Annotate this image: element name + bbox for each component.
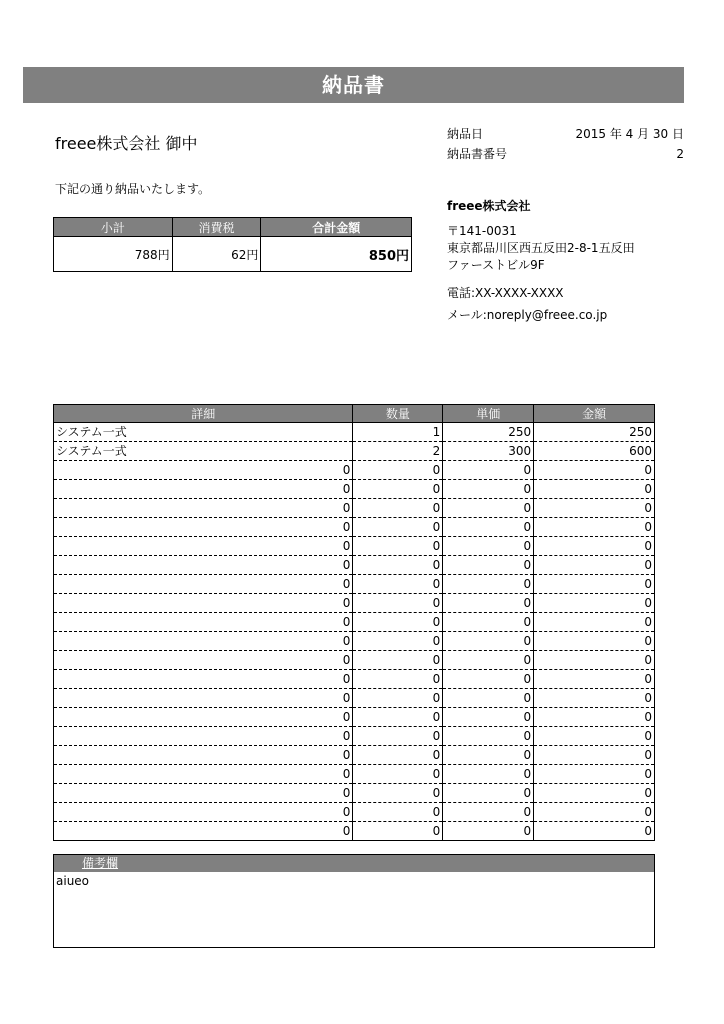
unit-price-cell: 0: [443, 537, 534, 556]
amount-cell: 0: [534, 670, 655, 689]
quantity-cell: 0: [353, 537, 443, 556]
amount-cell: 600: [534, 442, 655, 461]
issuer-address-line1: 東京都品川区西五反田2-8-1五反田: [447, 241, 635, 255]
intro-text: 下記の通り納品いたします。: [55, 182, 211, 196]
table-row: [54, 423, 655, 442]
table-row: [54, 765, 655, 784]
unit-price-cell: 0: [443, 727, 534, 746]
amount-cell: 0: [534, 727, 655, 746]
amount-cell: 0: [534, 461, 655, 480]
quantity-cell: 0: [353, 480, 443, 499]
detail-cell: システム一式: [54, 442, 353, 461]
notes-label: 備考欄: [54, 855, 654, 872]
unit-price-cell: 0: [443, 556, 534, 575]
amount-cell: 0: [534, 518, 655, 537]
table-row: [54, 708, 655, 727]
detail-cell: 0: [54, 727, 353, 746]
unit-price-cell: 0: [443, 765, 534, 784]
amount-cell: 0: [534, 765, 655, 784]
quantity-cell: 0: [353, 822, 443, 841]
table-row: [54, 613, 655, 632]
detail-cell: 0: [54, 518, 353, 537]
unit-price-cell: 0: [443, 689, 534, 708]
issuer-address-line2: ファーストビル9F: [447, 258, 545, 272]
unit-price-cell: 0: [443, 613, 534, 632]
tax-header: 消費税: [172, 218, 261, 237]
detail-cell: 0: [54, 632, 353, 651]
quantity-cell: 1: [353, 423, 443, 442]
notes-box: [53, 854, 655, 948]
table-row: [54, 499, 655, 518]
subtotal-header: 小計: [54, 218, 173, 237]
issuer-email: メール:noreply@freee.co.jp: [447, 308, 608, 322]
amount-cell: 0: [534, 708, 655, 727]
table-row: [54, 594, 655, 613]
table-row: [54, 822, 655, 841]
table-row: [54, 784, 655, 803]
table-row: [54, 480, 655, 499]
unit-price-cell: 0: [443, 594, 534, 613]
quantity-cell: 0: [353, 727, 443, 746]
document-title: 納品書: [23, 67, 684, 103]
amount-cell: 0: [534, 651, 655, 670]
quantity-cell: 0: [353, 499, 443, 518]
table-row: [54, 442, 655, 461]
detail-cell: 0: [54, 784, 353, 803]
detail-cell: 0: [54, 708, 353, 727]
amount-cell: 0: [534, 480, 655, 499]
quantity-cell: 2: [353, 442, 443, 461]
quantity-cell: 0: [353, 784, 443, 803]
quantity-cell: 0: [353, 651, 443, 670]
amount-cell: 0: [534, 632, 655, 651]
document-number-label: 納品書番号: [447, 147, 508, 161]
unit-price-column-header: 単価: [443, 405, 534, 423]
quantity-cell: 0: [353, 556, 443, 575]
detail-cell: 0: [54, 822, 353, 841]
table-row: [54, 518, 655, 537]
unit-price-cell: 0: [443, 670, 534, 689]
amount-cell: 0: [534, 689, 655, 708]
unit-price-cell: 0: [443, 518, 534, 537]
unit-price-cell: 0: [443, 822, 534, 841]
detail-column-header: 詳細: [54, 405, 353, 423]
unit-price-cell: 0: [443, 746, 534, 765]
detail-cell: 0: [54, 594, 353, 613]
table-row: [54, 670, 655, 689]
quantity-column-header: 数量: [353, 405, 443, 423]
detail-cell: 0: [54, 537, 353, 556]
unit-price-cell: 0: [443, 784, 534, 803]
subtotal-value: 788円: [54, 237, 173, 272]
detail-cell: 0: [54, 670, 353, 689]
unit-price-cell: 300: [443, 442, 534, 461]
quantity-cell: 0: [353, 518, 443, 537]
amount-cell: 250: [534, 423, 655, 442]
amount-cell: 0: [534, 613, 655, 632]
table-row: [54, 575, 655, 594]
quantity-cell: 0: [353, 632, 443, 651]
detail-cell: 0: [54, 575, 353, 594]
unit-price-cell: 0: [443, 651, 534, 670]
amount-cell: 0: [534, 499, 655, 518]
quantity-cell: 0: [353, 689, 443, 708]
amount-cell: 0: [534, 556, 655, 575]
table-row: [54, 556, 655, 575]
issuer-phone: 電話:XX-XXXX-XXXX: [447, 286, 564, 300]
table-row: [54, 632, 655, 651]
unit-price-cell: 250: [443, 423, 534, 442]
unit-price-cell: 0: [443, 461, 534, 480]
quantity-cell: 0: [353, 575, 443, 594]
unit-price-cell: 0: [443, 499, 534, 518]
total-header: 合計金額: [261, 218, 412, 237]
issuer-postal: 〒141-0031: [447, 224, 517, 238]
table-row: [54, 461, 655, 480]
unit-price-cell: 0: [443, 480, 534, 499]
amount-cell: 0: [534, 746, 655, 765]
detail-cell: 0: [54, 499, 353, 518]
tax-value: 62円: [172, 237, 261, 272]
quantity-cell: 0: [353, 670, 443, 689]
table-row: [54, 689, 655, 708]
detail-cell: 0: [54, 651, 353, 670]
quantity-cell: 0: [353, 746, 443, 765]
detail-cell: 0: [54, 803, 353, 822]
amount-cell: 0: [534, 822, 655, 841]
delivery-date: 2015 年 4 月 30 日: [575, 127, 684, 141]
issuer-block: [447, 198, 635, 326]
quantity-cell: 0: [353, 803, 443, 822]
total-value: 850円: [261, 237, 412, 272]
items-table: [53, 404, 655, 841]
amount-column-header: 金額: [534, 405, 655, 423]
amount-cell: 0: [534, 537, 655, 556]
table-row: [54, 746, 655, 765]
detail-cell: 0: [54, 689, 353, 708]
detail-cell: 0: [54, 461, 353, 480]
unit-price-cell: 0: [443, 575, 534, 594]
quantity-cell: 0: [353, 708, 443, 727]
summary-table: [53, 217, 412, 272]
detail-cell: 0: [54, 480, 353, 499]
table-row: [54, 727, 655, 746]
quantity-cell: 0: [353, 765, 443, 784]
detail-cell: 0: [54, 746, 353, 765]
unit-price-cell: 0: [443, 708, 534, 727]
unit-price-cell: 0: [443, 632, 534, 651]
delivery-date-label: 納品日: [447, 127, 484, 141]
notes-text: aiueo: [56, 874, 90, 888]
recipient-name: freee株式会社 御中: [55, 134, 198, 153]
document-number: 2: [676, 147, 684, 161]
detail-cell: 0: [54, 613, 353, 632]
quantity-cell: 0: [353, 613, 443, 632]
detail-cell: システム一式: [54, 423, 353, 442]
amount-cell: 0: [534, 594, 655, 613]
quantity-cell: 0: [353, 594, 443, 613]
detail-cell: 0: [54, 556, 353, 575]
detail-cell: 0: [54, 765, 353, 784]
quantity-cell: 0: [353, 461, 443, 480]
table-row: [54, 537, 655, 556]
amount-cell: 0: [534, 784, 655, 803]
table-row: [54, 651, 655, 670]
table-row: [54, 803, 655, 822]
issuer-name: freee株式会社: [447, 199, 531, 213]
unit-price-cell: 0: [443, 803, 534, 822]
amount-cell: 0: [534, 803, 655, 822]
document-meta: [447, 124, 684, 164]
amount-cell: 0: [534, 575, 655, 594]
